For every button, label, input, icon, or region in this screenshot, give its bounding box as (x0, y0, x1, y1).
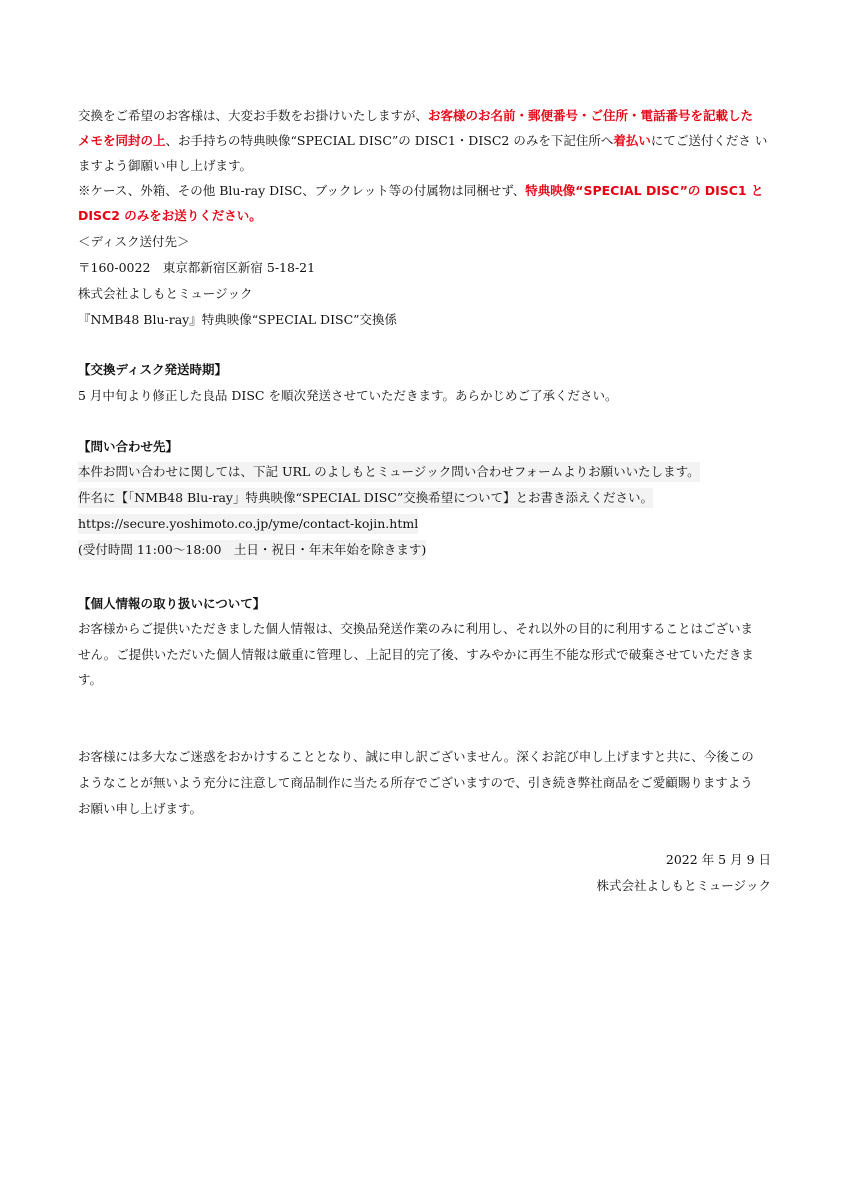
address-company: 株式会社よしもとミュージック (78, 286, 253, 301)
contact-line-2: 件名に【「NMB48 Blu-ray」特典映像“SPECIAL DISC”交換希望について】とお書き添えください。 (78, 488, 653, 508)
intro-text: 交換をご希望のお客様は、大変お手数をお掛けいたしますが、 (78, 108, 429, 123)
intro-emphasis: 着払い (613, 133, 651, 148)
intro-line-4 (78, 181, 763, 201)
apology-line-1: お客様には多大なご迷惑をおかけすることとなり、誠に申し訳ございません。深くお詫び申し上げますと共に、今後この (78, 749, 754, 764)
intro-line-2 (78, 131, 767, 151)
address-postal: 〒160-0022 東京都新宿区新宿 5-18-21 (78, 260, 316, 275)
privacy-heading: 【個人情報の取り扱いについて】 (78, 596, 266, 611)
contact-line-1: 本件お問い合わせに関しては、下記 URL のよしもとミュージック問い合わせフォームよりお願いいたします。 (78, 462, 700, 482)
privacy-line-1: お客様からご提供いただきました個人情報は、交換品発送作業のみに利用し、それ以外の目的に利用することはございま (78, 621, 754, 636)
contact-url[interactable]: https://secure.yoshimoto.co.jp/yme/contact-kojin.html (78, 514, 418, 534)
privacy-line-3: す。 (78, 672, 103, 687)
schedule-body: 5 月中旬より修正した良品 DISC を順次発送させていただきます。あらかじめご了承ください。 (78, 388, 618, 403)
intro-line-1 (78, 106, 753, 126)
contact-heading: 【問い合わせ先】 (78, 439, 179, 454)
intro-line-5: DISC2 のみをお送りください。 (78, 208, 262, 223)
privacy-line-2: せん。ご提供いただいた個人情報は厳重に管理し、上記目的完了後、すみやかに再生不能な形式で破棄させていただきま (78, 647, 754, 662)
signature-date: 2022 年 5 月 9 日 (665, 852, 771, 867)
intro-emphasis: お客様のお名前・郵便番号・ご住所・電話番号を記載した (428, 108, 754, 123)
intro-emphasis: 特典映像“SPECIAL DISC”の DISC1 と (525, 183, 764, 198)
intro-emphasis: メモを同封の上 (78, 133, 166, 148)
address-dept: 『NMB48 Blu-ray』特典映像“SPECIAL DISC”交換係 (78, 312, 398, 327)
intro-text: にてご送付くださ い (650, 133, 768, 148)
address-label: ＜ディスク送付先＞ (78, 234, 190, 249)
intro-line-3: ますよう御願い申し上げます。 (78, 158, 253, 173)
intro-text: 、お手持ちの特典映像“SPECIAL DISC”の DISC1・DISC2 のみを下記住所へ (165, 133, 614, 148)
apology-line-3: お願い申し上げます。 (78, 801, 203, 816)
contact-hours: (受付時間 11:00～18:00 土日・祝日・年末年始を除きます) (78, 540, 426, 560)
apology-line-2: ようなことが無いよう充分に注意して商品制作に当たる所存でございますので、引き続き弊社商品をご愛顧賜りますよう (78, 775, 753, 790)
intro-text: ※ケース、外箱、その他 Blu-ray DISC、ブックレット等の付属物は同梱せず、 (78, 183, 526, 198)
signature-company: 株式会社よしもとミュージック (596, 878, 771, 893)
schedule-heading: 【交換ディスク発送時期】 (78, 362, 228, 377)
